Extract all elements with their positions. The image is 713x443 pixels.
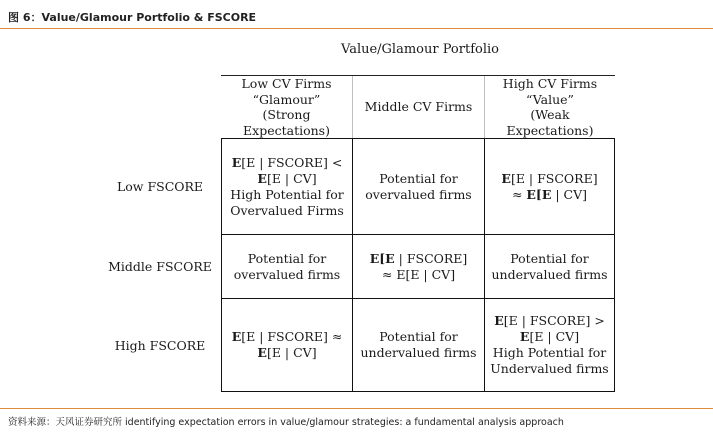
cell-line: undervalued firms xyxy=(360,345,477,360)
cell-line: overvalued firms xyxy=(365,186,472,202)
cell-line: E[E | CV] xyxy=(257,345,317,360)
cell-line: Potential for xyxy=(379,329,458,344)
cell-line: Undervalued firms xyxy=(490,361,609,376)
row-label-middle-fscore: Middle FSCORE xyxy=(108,258,212,274)
top-rule xyxy=(0,28,713,29)
bottom-rule xyxy=(0,408,713,409)
cell-high-fscore-low-cv xyxy=(222,299,352,391)
cell-low-fscore-high-cv xyxy=(485,139,614,234)
column-header-line: “Value” xyxy=(526,91,574,107)
cell-low-fscore-low-cv xyxy=(222,139,352,234)
cell-line: ≈ E[E | CV] xyxy=(381,266,456,282)
column-header-line: High CV Firms xyxy=(502,76,598,91)
cell-line: ≈ E[E | CV] xyxy=(511,186,588,202)
portfolio-title: Value/Glamour Portfolio xyxy=(341,42,499,57)
cell-line: E[E | FSCORE] > xyxy=(494,313,605,328)
column-header-line: (Weak xyxy=(530,107,570,122)
column-header-middle-cv xyxy=(353,76,484,138)
cell-line: E[E | CV] xyxy=(519,329,580,344)
cell-line: E[E | FSCORE] < xyxy=(231,154,343,170)
cell-line: overvalued firms xyxy=(233,266,341,282)
cell-line: E[E | FSCORE] xyxy=(501,170,598,186)
cell-line: High Potential for xyxy=(230,186,344,202)
row-label-low-fscore: Low FSCORE xyxy=(116,178,204,194)
column-header-low-cv xyxy=(221,76,352,138)
cell-high-fscore-middle-cv xyxy=(353,299,484,391)
cell-line: Overvalued Firms xyxy=(230,202,344,218)
cell-line: High Potential for xyxy=(492,345,607,360)
cell-line: E[E | FSCORE] ≈ xyxy=(231,329,343,344)
column-header-line: Expectations) xyxy=(243,122,330,138)
figure-title: 图 6：Value/Glamour Portfolio & FSCORE xyxy=(8,11,257,24)
column-header-line: Low CV Firms xyxy=(241,76,332,91)
cell-high-fscore-high-cv xyxy=(485,299,614,391)
cell-low-fscore-middle-cv xyxy=(353,139,484,234)
column-header-line: (Strong xyxy=(262,107,311,122)
cell-middle-fscore-low-cv xyxy=(222,235,352,298)
column-header-line: “Glamour” xyxy=(252,91,321,107)
source-note: 资料来源：天风证券研究所 identifying expectation errors in value/glamour strategies: a fundamental analysis approach xyxy=(8,417,564,428)
cell-middle-fscore-high-cv xyxy=(485,235,614,298)
cell-line: E[E | CV] xyxy=(257,170,317,186)
cell-line: Potential for xyxy=(247,250,327,266)
cell-line: undervalued firms xyxy=(491,266,608,282)
cell-line: Potential for xyxy=(379,170,458,186)
row-label-high-fscore: High FSCORE xyxy=(114,337,206,353)
cell-line: E[E | FSCORE] xyxy=(369,250,468,266)
cell-middle-fscore-middle-cv xyxy=(353,235,484,298)
column-header-high-cv xyxy=(485,76,615,138)
column-header-line: Expectations) xyxy=(506,122,594,138)
column-header-line: Middle CV Firms xyxy=(364,99,473,115)
cell-line: Potential for xyxy=(510,250,589,266)
